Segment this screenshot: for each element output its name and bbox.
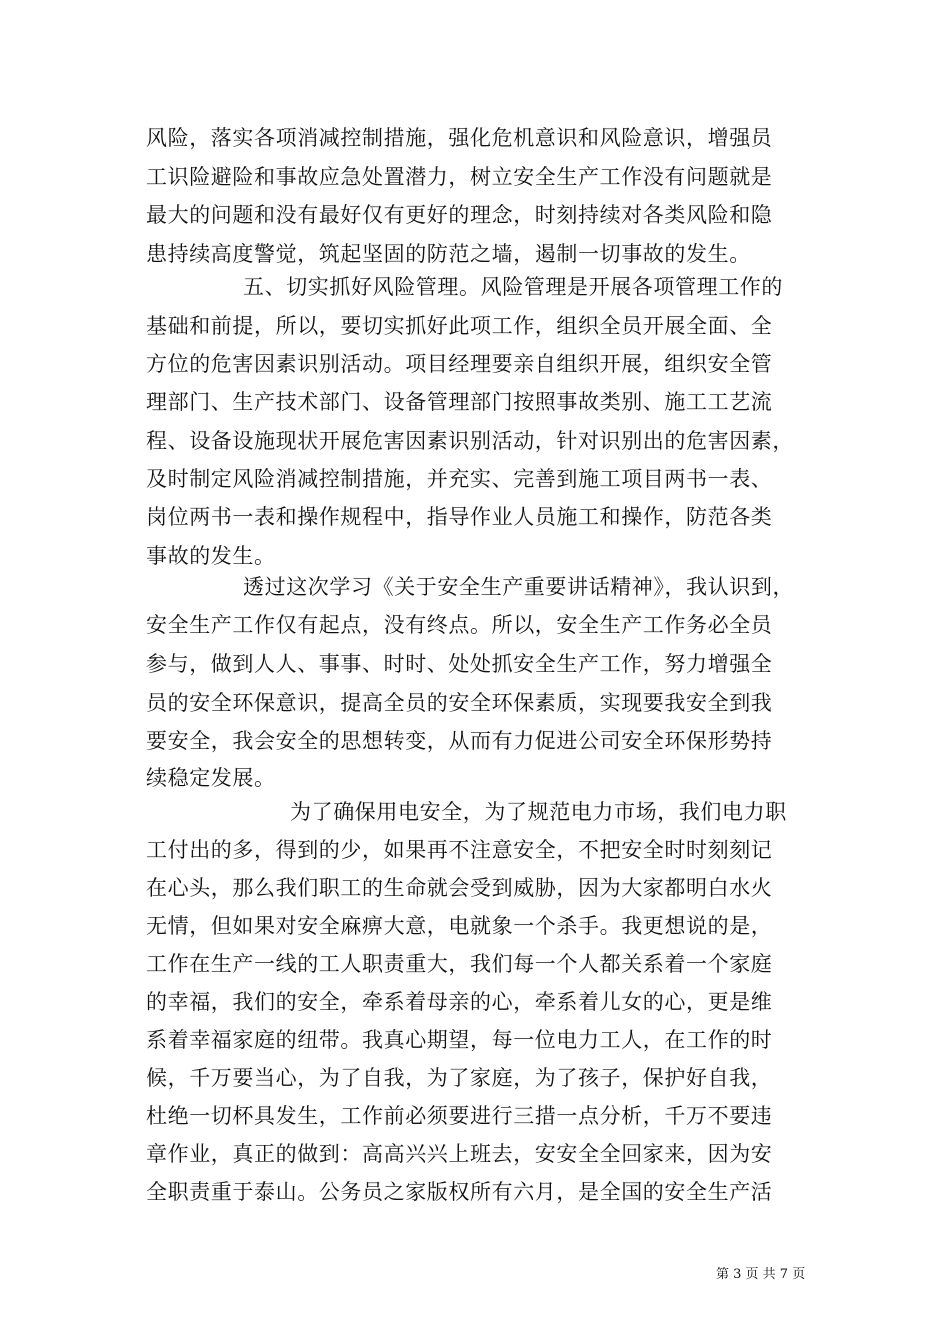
paragraph-line: 续稳定发展。 xyxy=(146,766,276,790)
paragraph-line: 工作在生产一线的工人职责重大，我们每一个人都关系着一个家庭 xyxy=(146,952,773,976)
paragraph-line: 员的安全环保意识，提高全员的安全环保素质，实现要我安全到我 xyxy=(146,691,773,715)
paragraph-line: 程、设备设施现状开展危害因素识别活动，针对识别出的危害因素， xyxy=(146,429,794,453)
paragraph-line: 全职责重于泰山。公务员之家版权所有六月，是全国的安全生产活 xyxy=(146,1180,773,1204)
paragraph-line: 岗位两书一表和操作规程中，指导作业人员施工和操作，防范各类 xyxy=(146,505,773,529)
paragraph-line: 无情，但如果对安全麻痹大意，电就象一个杀手。我更想说的是， xyxy=(146,914,773,938)
paragraph-line: 最大的问题和没有最好仅有更好的理念，时刻持续对各类风险和隐 xyxy=(146,203,773,227)
paragraph-line: 安全生产工作仅有起点，没有终点。所以，安全生产工作务必全员 xyxy=(146,613,773,637)
paragraph-line: 风险，落实各项消减控制措施，强化危机意识和风险意识，增强员 xyxy=(146,126,773,150)
page-number-footer: 第 3 页 共 7 页 xyxy=(716,1267,806,1282)
paragraph-line: 患持续高度警觉，筑起坚固的防范之墙，遏制一切事故的发生。 xyxy=(146,242,751,266)
paragraph-line: 基础和前提，所以，要切实抓好此项工作，组织全员开展全面、全 xyxy=(146,314,773,338)
paragraph-line: 在心头，那么我们职工的生命就会受到威胁，因为大家都明白水火 xyxy=(146,876,773,900)
paragraph-line: 及时制定风险消减控制措施，并充实、完善到施工项目两书一表、 xyxy=(146,467,773,491)
paragraph-line: 章作业，真正的做到：高高兴兴上班去，安安全全回家来，因为安 xyxy=(146,1142,773,1166)
paragraph-line: 为了确保用电安全，为了规范电力市场，我们电力职 xyxy=(290,800,787,824)
paragraph-line: 要安全，我会安全的思想转变，从而有力促进公司安全环保形势持 xyxy=(146,729,773,753)
paragraph-line: 候，千万要当心，为了自我，为了家庭，为了孩子，保护好自我， xyxy=(146,1066,773,1090)
paragraph-line: 工识险避险和事故应急处置潜力，树立安全生产工作没有问题就是 xyxy=(146,165,773,189)
paragraph-line: 透过这次学习《关于安全生产重要讲话精神》，我认识到， xyxy=(243,575,795,599)
paragraph-line: 参与，做到人人、事事、时时、处处抓安全生产工作，努力增强全 xyxy=(146,652,773,676)
paragraph-line: 方位的危害因素识别活动。项目经理要亲自组织开展，组织安全管 xyxy=(146,352,773,376)
paragraph-line: 事故的发生。 xyxy=(146,544,276,568)
paragraph-line: 杜绝一切杯具发生，工作前必须要进行三措一点分析，千万不要违 xyxy=(146,1104,773,1128)
paragraph-line: 工付出的多，得到的少，如果再不注意安全，不把安全时时刻刻记 xyxy=(146,838,773,862)
paragraph-line: 的幸福，我们的安全，牵系着母亲的心，牵系着儿女的心，更是维 xyxy=(146,990,773,1014)
paragraph-line: 系着幸福家庭的纽带。我真心期望，每一位电力工人，在工作的时 xyxy=(146,1028,773,1052)
paragraph-line: 理部门、生产技术部门、设备管理部门按照事故类别、施工工艺流 xyxy=(146,390,773,414)
paragraph-line: 五、切实抓好风险管理。风险管理是开展各项管理工作的 xyxy=(243,275,783,299)
